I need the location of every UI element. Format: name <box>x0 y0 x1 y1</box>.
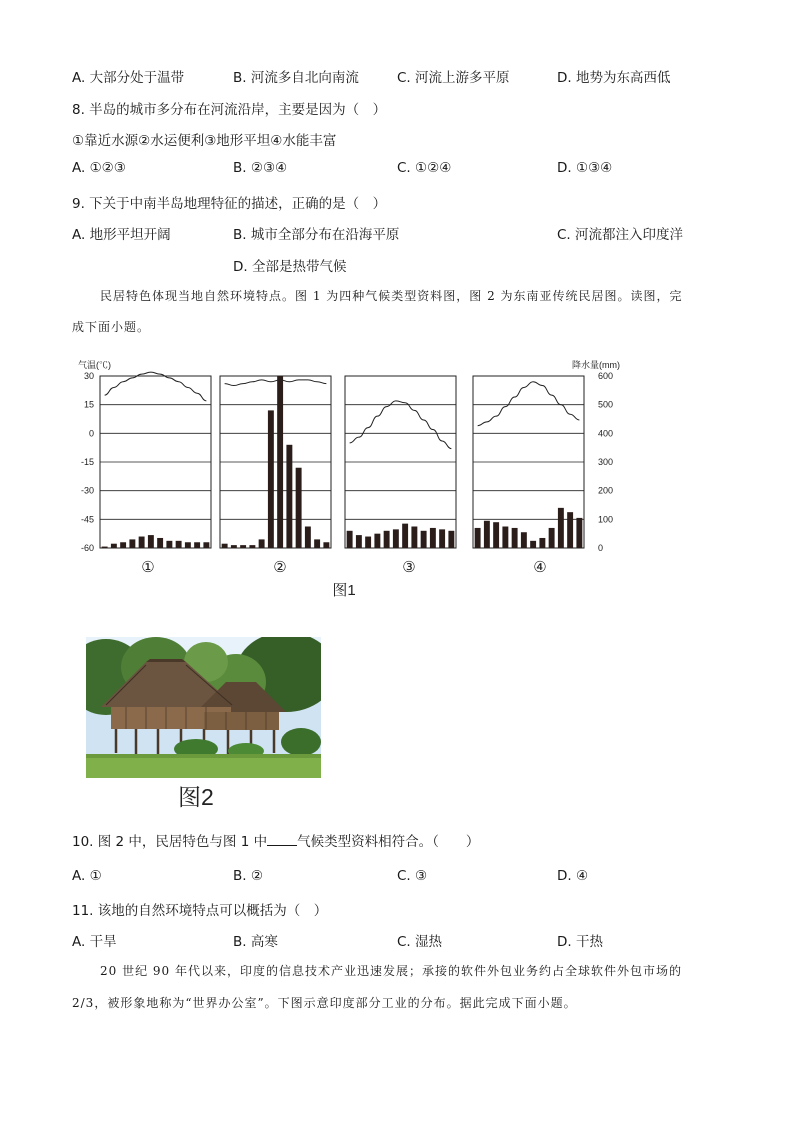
precipitation-bar <box>374 534 380 548</box>
q11-option-d: D. 干热 <box>557 934 603 950</box>
precipitation-bar <box>411 527 417 549</box>
q7-option-a: A. 大部分处于温带 <box>72 70 185 86</box>
temperature-tick-label: -45 <box>80 514 94 525</box>
q10-options <box>0 868 794 888</box>
precipitation-bar <box>203 542 209 548</box>
climate-charts-figure <box>72 352 632 604</box>
precipitation-bar <box>439 529 445 548</box>
precipitation-bar <box>421 531 427 548</box>
precipitation-bar <box>530 541 536 548</box>
q11-stem: 11. 该地的自然环境特点可以概括为（ ） <box>72 903 328 919</box>
q10-stem-after: 气候类型资料相符合。（ ） <box>297 834 480 850</box>
precipitation-bar <box>384 531 390 548</box>
temperature-tick-label: -30 <box>80 485 94 496</box>
q7-options <box>0 66 794 86</box>
precipitation-tick-label: 400 <box>598 428 614 439</box>
precipitation-bar <box>448 531 454 548</box>
q10-option-b: B. ② <box>233 868 263 884</box>
q8-stem: 8. 半岛的城市多分布在河流沿岸，主要是因为（ ） <box>72 102 387 118</box>
precipitation-bar <box>493 522 499 548</box>
q10-option-d: D. ④ <box>557 868 589 884</box>
climate-panel-label: ① <box>141 559 155 576</box>
intro1-line1: 民居特色体现当地自然环境特点。图 1 为四种气候类型资料图，图 2 为东南亚传统民居图。读图，完 <box>100 289 683 303</box>
figure1-caption: 图1 <box>332 582 356 599</box>
precipitation-bar <box>240 545 246 548</box>
temperature-tick-label: -15 <box>80 457 94 467</box>
q11-option-c: C. 湿热 <box>397 934 443 950</box>
precipitation-bar <box>268 410 274 548</box>
precipitation-bar <box>484 521 490 548</box>
precipitation-bar <box>567 512 573 548</box>
temperature-tick-label: 30 <box>83 371 94 381</box>
precipitation-bar <box>539 538 545 548</box>
q10-option-a: A. ① <box>72 868 102 884</box>
q11-option-a: A. 干旱 <box>72 934 117 950</box>
precipitation-bar <box>314 539 320 548</box>
precipitation-tick-label: 500 <box>598 399 614 410</box>
q8-items: ①靠近水源②水运便利③地形平坦④水能丰富 <box>72 133 337 149</box>
precipitation-bar <box>365 537 371 548</box>
temperature-axis-label: 气温(℃) <box>78 360 111 370</box>
q7-option-c: C. 河流上游多平原 <box>397 70 510 86</box>
precipitation-bar <box>305 527 311 549</box>
precipitation-bar <box>222 544 228 548</box>
intro2-line2: 2/3，被形象地称为“世界办公室”。下图示意印度部分工业的分布。据此完成下面小题。 <box>72 996 577 1010</box>
precipitation-bar <box>157 538 163 548</box>
temperature-curve <box>478 382 580 426</box>
q11-option-b: B. 高寒 <box>233 934 278 950</box>
q11-options <box>0 930 794 950</box>
q10-stem-before: 10. 图 2 中，民居特色与图 1 中 <box>72 834 268 850</box>
precipitation-bar <box>231 545 237 548</box>
precipitation-bar <box>347 531 353 548</box>
q8-options <box>0 160 794 180</box>
precipitation-bar <box>393 529 399 548</box>
q10-blank <box>267 832 297 846</box>
precipitation-axis-label: 降水量(mm) <box>572 360 620 370</box>
precipitation-bar <box>323 542 329 548</box>
figure2-caption: 图2 <box>178 784 214 810</box>
q10-stem <box>72 830 479 850</box>
precipitation-bar <box>166 541 172 548</box>
q9-option-a: A. 地形平坦开阔 <box>72 227 171 243</box>
q8-option-d: D. ①③④ <box>557 160 613 176</box>
precipitation-bar <box>576 518 582 548</box>
precipitation-bar <box>129 539 135 548</box>
precipitation-bar <box>194 542 200 548</box>
precipitation-bar <box>521 532 527 548</box>
temperature-curve <box>225 380 327 386</box>
q9-options-row2 <box>0 255 794 275</box>
q8-option-a: A. ①②③ <box>72 160 126 176</box>
precipitation-bar <box>259 539 265 548</box>
precipitation-bar <box>111 544 117 548</box>
q8-option-b: B. ②③④ <box>233 160 288 176</box>
climate-panel-label: ③ <box>402 559 416 576</box>
precipitation-bar <box>139 537 145 548</box>
temperature-tick-label: 0 <box>88 428 94 439</box>
precipitation-bar <box>185 542 191 548</box>
q9-option-d: D. 全部是热带气候 <box>233 259 347 275</box>
precipitation-bar <box>249 545 255 548</box>
precipitation-tick-label: 300 <box>598 457 614 467</box>
precipitation-bar <box>475 528 481 548</box>
precipitation-bar <box>502 527 508 549</box>
precipitation-bar <box>148 535 154 548</box>
stilt-house-photo <box>86 637 321 778</box>
precipitation-bar <box>176 541 182 548</box>
precipitation-bar <box>356 535 362 548</box>
precipitation-bar <box>512 528 518 548</box>
q8-option-c: C. ①②④ <box>397 160 452 176</box>
precipitation-bar <box>430 528 436 548</box>
climate-panel-label: ④ <box>533 559 547 576</box>
q9-options-row1 <box>0 223 794 243</box>
intro1-line2: 成下面小题。 <box>72 320 151 334</box>
precipitation-bar <box>277 376 283 548</box>
q7-option-b: B. 河流多自北向南流 <box>233 70 359 86</box>
q7-option-d: D. 地势为东高西低 <box>557 70 671 86</box>
temperature-tick-label: 15 <box>83 399 94 410</box>
precipitation-bar <box>296 468 302 548</box>
precipitation-tick-label: 200 <box>598 485 614 496</box>
precipitation-bar <box>286 445 292 548</box>
temperature-tick-label: -60 <box>80 543 94 553</box>
precipitation-bar <box>558 508 564 548</box>
precipitation-tick-label: 600 <box>598 371 614 381</box>
climate-panel-label: ② <box>273 559 287 576</box>
q9-stem: 9. 下关于中南半岛地理特征的描述，正确的是（ ） <box>72 196 387 212</box>
precipitation-tick-label: 0 <box>598 543 604 553</box>
precipitation-tick-label: 100 <box>598 514 614 525</box>
q9-option-c: C. 河流都注入印度洋 <box>557 227 684 243</box>
precipitation-bar <box>402 524 408 548</box>
precipitation-bar <box>549 528 555 548</box>
q10-option-c: C. ③ <box>397 868 428 884</box>
precipitation-bar <box>120 542 126 548</box>
temperature-curve <box>350 401 452 449</box>
q9-option-b: B. 城市全部分布在沿海平原 <box>233 227 400 243</box>
intro2-line1: 20 世纪 90 年代以来，印度的信息技术产业迅速发展；承接的软件外包业务约占全球软件外包市场的 <box>100 964 682 978</box>
precipitation-bar <box>102 547 108 548</box>
